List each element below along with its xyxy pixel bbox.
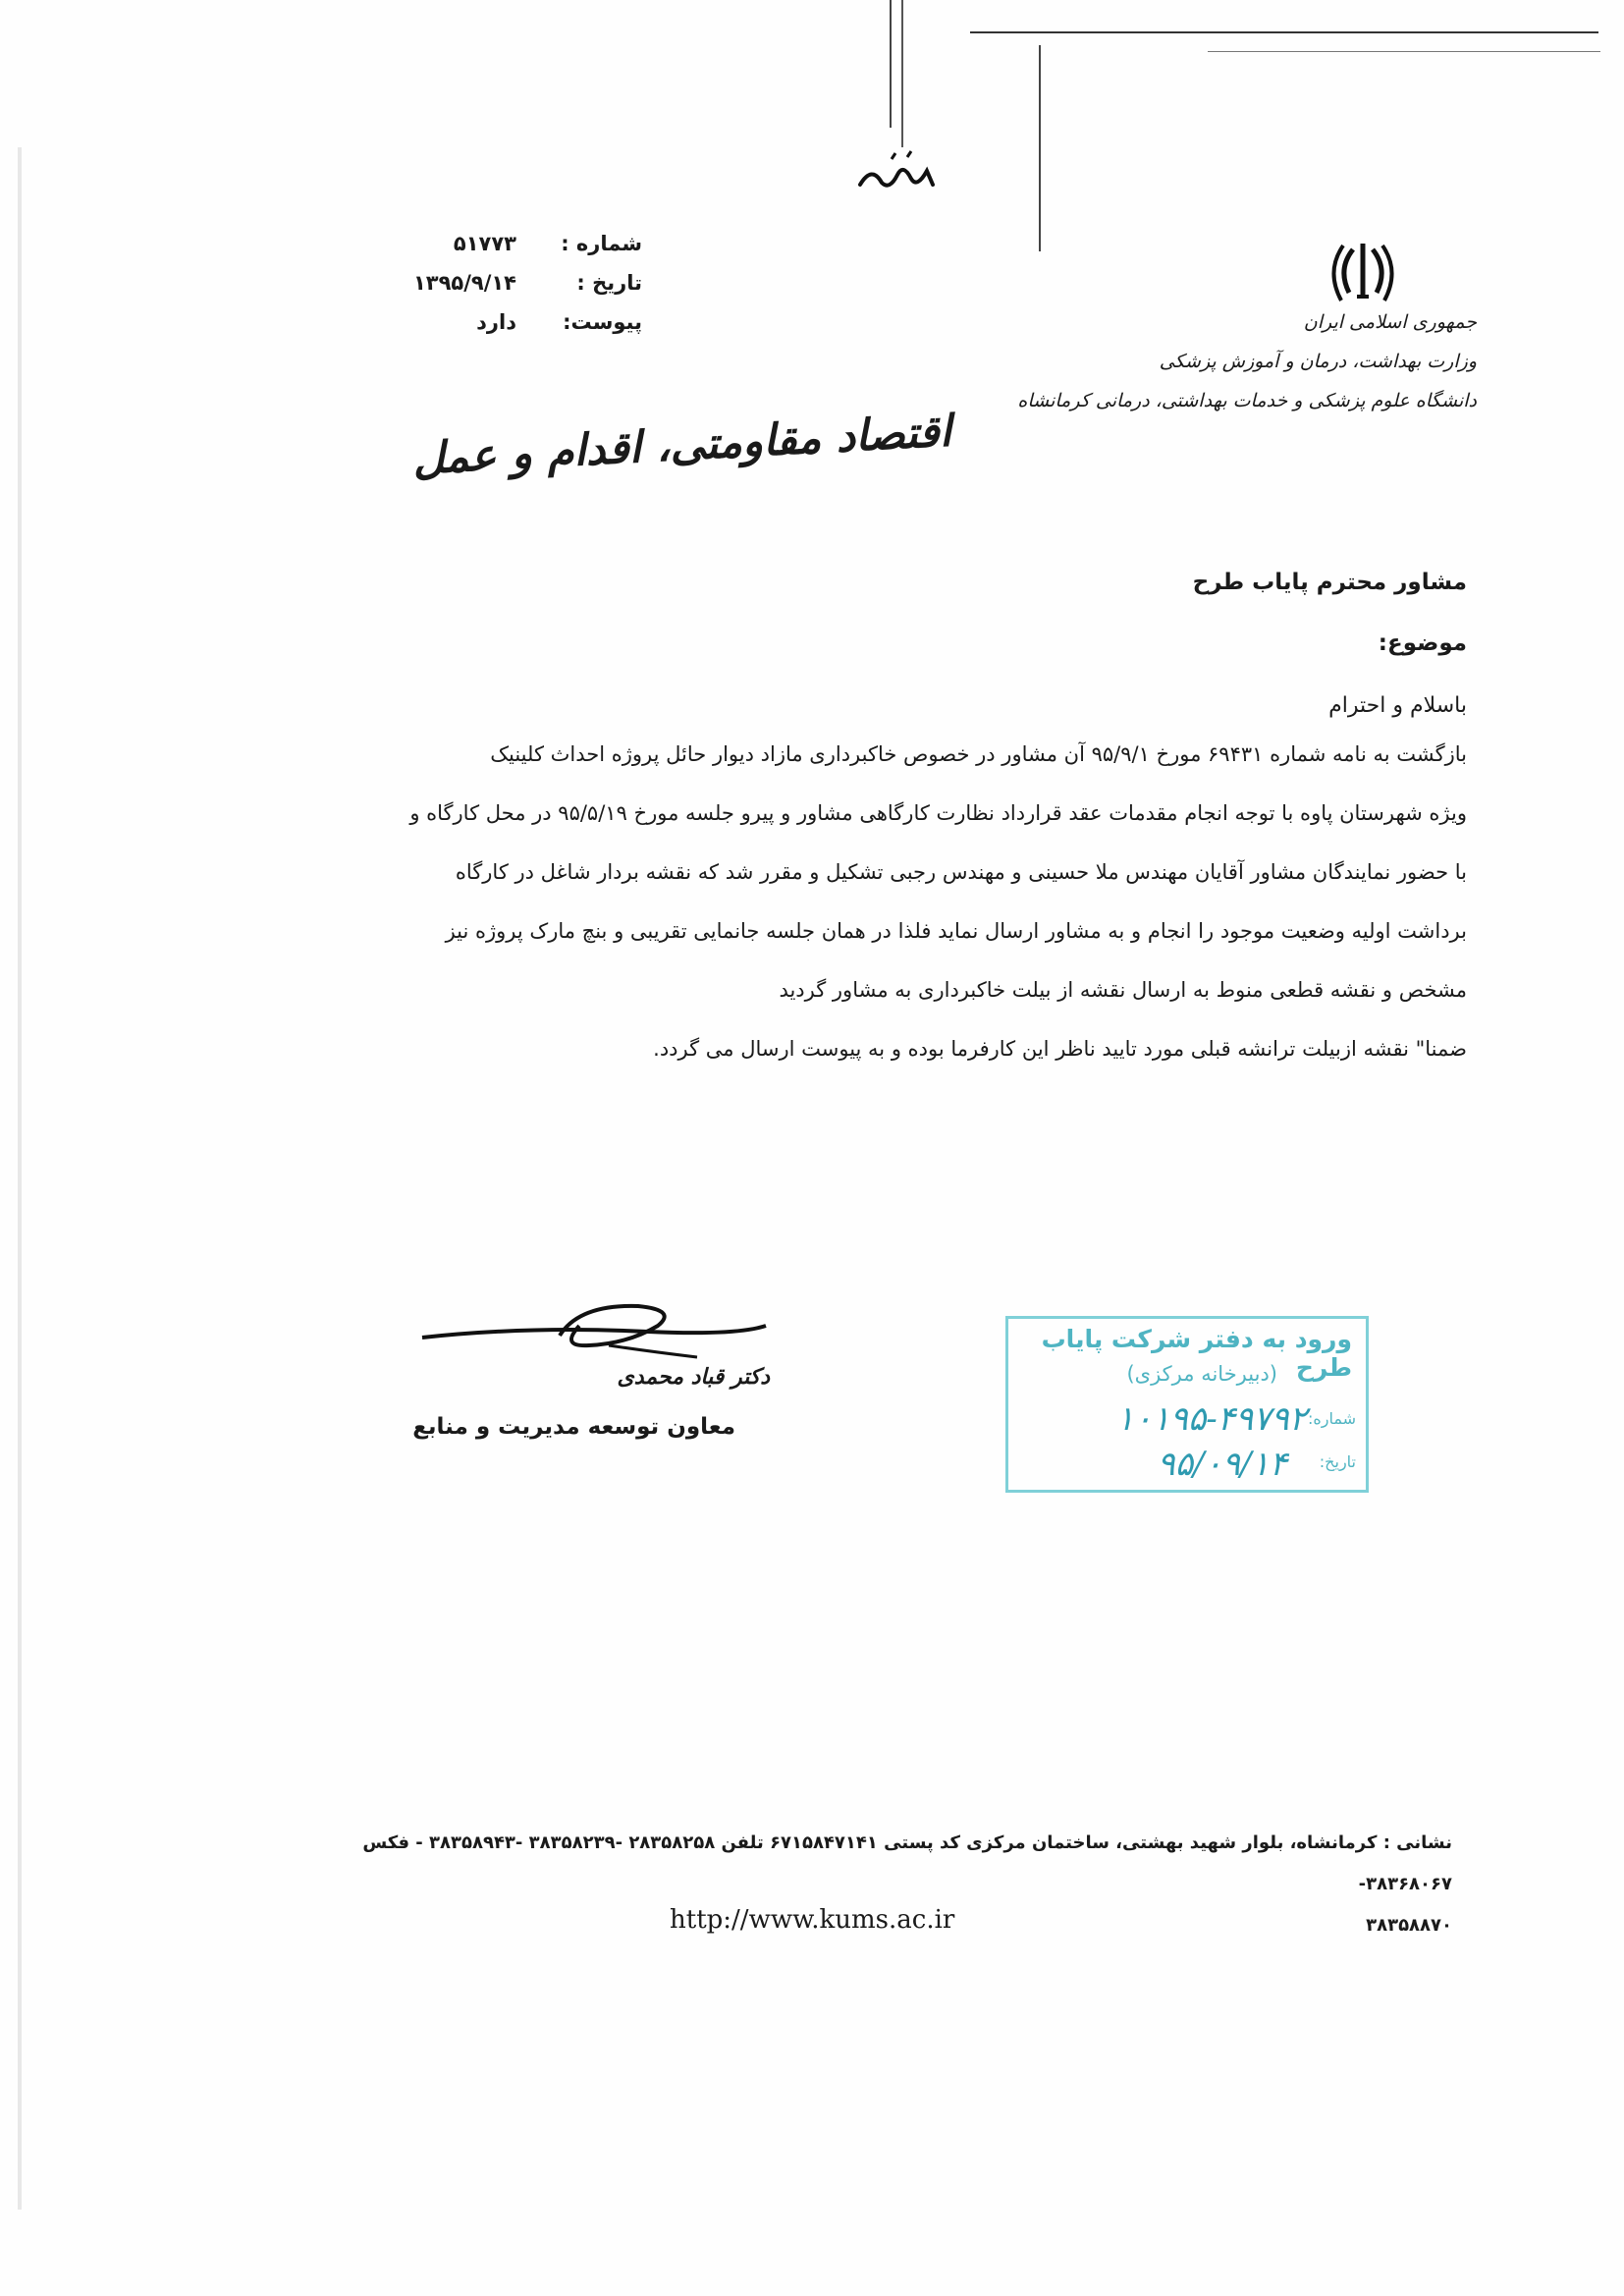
receipt-stamp [1005,1316,1369,1493]
meta-number-label: شماره : [561,232,642,255]
address-line: نشانی : کرمانشاه، بلوار شهید بهشتی، ساختمان مرکزی کد پستی ۶۷۱۵۸۴۷۱۴۱ تلفن ۲۸۳۵۸۲۵۸ -۳۸۳۵۸۲۳۹ -۳۸۳۵۸۹۴۳ - فکس ۳۸۳۶۸۰۶۷- [362,1832,1452,1894]
org-line-country: جمهوری اسلامی ایران [1303,311,1477,333]
body-line: برداشت اولیه وضعیت موجود را انجام و به مشاور ارسال نماید فلذا در همان جلسه جانمایی تقریبی و بنچ مارک پروژه نیز [445,919,1467,943]
organization-header [1017,302,1477,420]
scan-top-rule [970,31,1598,33]
scan-vertical-line [890,0,892,128]
meta-attachment-value: دارد [476,310,516,334]
meta-attachment-row [413,302,642,342]
meta-date-value: ۱۳۹۵/۹/۱۴ [412,271,516,295]
scan-vertical-line [901,0,903,147]
meta-date-label: تاریخ : [576,271,642,295]
bismillah-text: بسمه تعالی [872,194,921,204]
scan-margin-shadow [18,147,22,2210]
meta-date-row [413,263,642,302]
stamp-date-value: ۹۵/۰۹/۱۴ [1157,1445,1287,1484]
org-line-university: دانشگاه علوم پزشکی و خدمات بهداشتی، درمانی کرمانشاه [1017,390,1477,411]
address-line: ۳۸۳۵۸۸۷۰ [1366,1915,1452,1936]
stamp-number-value: ۱۰۱۹۵-۴۹۷۹۲ [1115,1399,1307,1439]
footer-url-link[interactable]: http://www.kums.ac.ir [670,1905,955,1935]
signer-name: دکتر قباد محمدی [617,1365,770,1390]
org-line-ministry: وزارت بهداشت، درمان و آموزش پزشکی [1159,351,1477,372]
recipient: مشاور محترم پایاب طرح [1192,570,1467,595]
meta-number-value: ۵۱۷۷۳ [453,232,516,255]
body-line: با حضور نمایندگان مشاور آقایان مهندس ملا حسینی و مهندس رجبی تشکیل و مقرر شد که نقشه بردار شاغل در کارگاه [455,860,1467,884]
bismillah-calligraphy-icon [852,145,941,204]
meta-number-row [413,224,642,263]
letter-meta [413,224,642,342]
meta-attachment-label: پیوست: [563,310,642,334]
stamp-number-label: شماره: [1307,1409,1356,1428]
stamp-subtitle: (دبیرخانه مرکزی) [1126,1362,1277,1386]
body-line: بازگشت به نامه شماره ۶۹۴۳۱ مورخ ۹۵/۹/۱ آن مشاور در خصوص خاکبرداری مازاد دیوار حائل پروژه احداث کلینیک [490,742,1467,766]
letter-body [236,725,1467,1078]
stamp-title: ورود به دفتر شرکت پایاب طرح [1041,1325,1352,1382]
scan-top-rule-secondary [1208,51,1600,52]
body-line: ضمنا" نقشه ازبیلت ترانشه قبلی مورد تایید ناظر این کارفرما بوده و به پیوست ارسال می گردد. [653,1037,1467,1061]
signer-title: معاون توسعه مدیریت و منابع [412,1414,735,1440]
body-line: ویژه شهرستان پاوه با توجه انجام مقدمات عقد قرارداد نظارت کارگاهی مشاور و پیرو جلسه مورخ ۹۵/۵/۱۹ در محل کارگاه و [409,801,1467,825]
greeting: باسلام و احترام [1328,693,1467,718]
subject-label: موضوع: [1378,630,1467,656]
scan-vertical-line [1039,45,1041,251]
slogan: اقتصاد مقاومتی، اقدام و عمل [411,406,953,485]
body-line: مشخص و نقشه قطعی منوط به ارسال نقشه از بیلت خاکبرداری به مشاور گردید [779,978,1467,1002]
stamp-date-label: تاریخ: [1319,1452,1356,1471]
